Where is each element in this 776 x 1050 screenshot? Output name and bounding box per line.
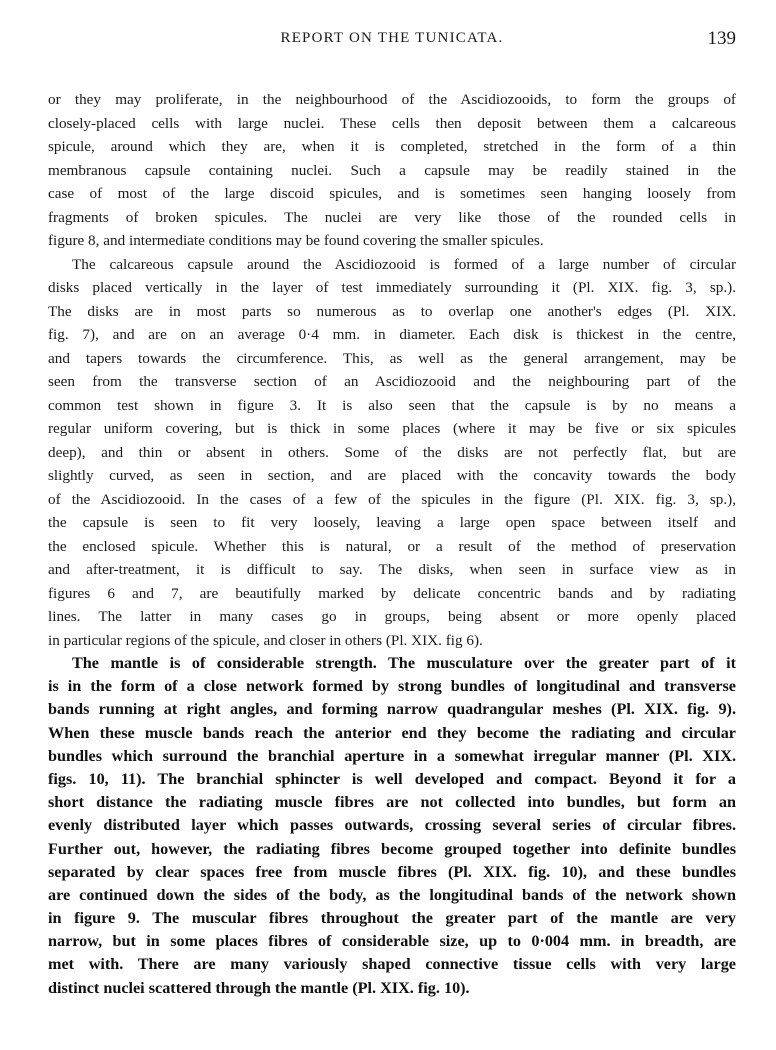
text-line: short distance the radiating muscle fibres are not collected into bundles, but form an (48, 793, 736, 812)
text-line: figure 8, and intermediate conditions may be found covering the smaller spicules. (48, 232, 544, 249)
text-line: and tapers towards the circumference. This, as well as the general arrangement, may be (48, 349, 736, 367)
text-line: When these muscle bands reach the anterior end they become the radiating and circular (48, 723, 736, 742)
text-line: distinct nuclei scattered through the mantle (Pl. XIX. fig. 10). (48, 978, 470, 997)
text-line: in particular regions of the spicule, and closer in others (Pl. XIX. fig 6). (48, 631, 483, 649)
text-line: fig. 7), and are on an average 0·4 mm. in diameter. Each disk is thickest in the centre, (48, 326, 736, 343)
text-line: are continued down the sides of the body, as the longitudinal bands of the network shown (48, 885, 736, 904)
page-number: 139 (707, 28, 736, 49)
text-line: or they may proliferate, in the neighbourhood of the Ascidiozooids, to form the groups of (48, 91, 736, 108)
text-line: narrow, but in some places fibres of considerable size, up to 0·004 mm. in breadth, are (48, 932, 736, 951)
text-line: the capsule is seen to fit very loosely, leaving a large open space between itself and (48, 514, 736, 531)
text-line: of the Ascidiozooid. In the cases of a few of the spicules in the figure (Pl. XIX. fig. 3, sp.), (48, 490, 736, 508)
text-line: evenly distributed layer which passes outwards, crossing several series of circular fibres. (48, 816, 736, 835)
header-title: REPORT ON THE TUNICATA. (280, 30, 504, 46)
text-line: figures 6 and 7, are beautifully marked by delicate concentric bands and by radiating (48, 584, 736, 602)
text-line: membranous capsule containing nuclei. Such a capsule may be readily stained in the (48, 161, 736, 179)
text-line: fragments of broken spicules. The nuclei are very like those of the rounded cells in (48, 208, 736, 226)
paragraph-2 (48, 253, 736, 653)
body-text (48, 88, 736, 1000)
text-line: deep), and thin or absent in others. Some of the disks are not perfectly flat, but are (48, 443, 736, 461)
text-line: Further out, however, the radiating fibres become grouped together into definite bundles (48, 839, 736, 858)
text-line: The calcareous capsule around the Ascidiozooid is formed of a large number of circular (72, 255, 736, 273)
text-line: lines. The latter in many cases go in groups, being absent or more openly placed (48, 608, 736, 625)
text-line: figs. 10, 11). The branchial sphincter is well developed and compact. Beyond it for a (48, 769, 736, 788)
text-line: separated by clear spaces free from muscle fibres (Pl. XIX. fig. 10), and these bundles (48, 862, 736, 881)
text-line: spicule, around which they are, when it is completed, stretched in the form of a thin (48, 138, 736, 155)
text-line: in figure 9. The muscular fibres throughout the greater part of the mantle are very (48, 909, 736, 928)
text-line: and after-treatment, it is difficult to say. The disks, when seen in surface view as in (48, 561, 736, 578)
paragraph-3 (48, 652, 736, 1000)
text-line: slightly curved, as seen in section, and are placed with the concavity towards the body (48, 467, 736, 484)
text-line: seen from the transverse section of an Ascidiozooid and the neighbouring part of the (48, 373, 736, 390)
running-header (48, 30, 736, 56)
paragraph-1 (48, 88, 736, 253)
text-line: met with. There are many variously shaped connective tissue cells with very large (48, 955, 736, 974)
text-line: regular uniform covering, but is thick in some places (where it may be five or six spicules (48, 420, 736, 437)
text-line: closely-placed cells with large nuclei. These cells then deposit between them a calcareous (48, 114, 736, 132)
text-line: the enclosed spicule. Whether this is natural, or a result of the method of preservation (48, 537, 736, 555)
text-line: The mantle is of considerable strength. The musculature over the greater part of it (72, 654, 736, 672)
text-line: disks placed vertically in the layer of test immediately surrounding it (Pl. XIX. fig. 3, sp.). (48, 279, 736, 296)
text-line: is in the form of a close network formed by strong bundles of longitudinal and transverse (48, 677, 736, 696)
text-line: case of most of the large discoid spicules, and is sometimes seen hanging loosely from (48, 185, 736, 202)
text-line: The disks are in most parts so numerous as to overlap one another's edges (Pl. XIX. (48, 302, 736, 320)
text-line: bundles which surround the branchial aperture in a somewhat irregular manner (Pl. XIX. (48, 746, 736, 765)
text-line: common test shown in figure 3. It is also seen that the capsule is by no means a (48, 396, 736, 414)
text-line: bands running at right angles, and forming narrow quadrangular meshes (Pl. XIX. fig. 9). (48, 700, 736, 719)
